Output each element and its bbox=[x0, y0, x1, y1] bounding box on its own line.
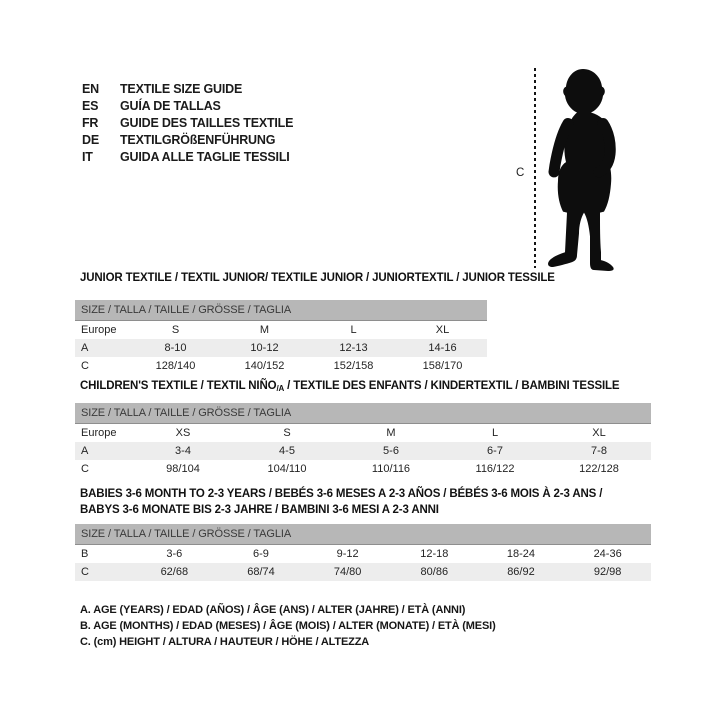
language-label: GUIDE DES TAILLES TEXTILE bbox=[120, 116, 294, 130]
table-cell: 12-13 bbox=[309, 339, 398, 357]
row-label: A bbox=[75, 339, 131, 357]
table-row bbox=[75, 339, 487, 357]
junior-size-table bbox=[75, 300, 487, 375]
row-label: Europe bbox=[81, 426, 117, 439]
row-label: C bbox=[81, 359, 89, 372]
size-header-bar: SIZE / TALLA / TAILLE / GRÖSSE / TAGLIA bbox=[75, 524, 651, 545]
table-cell: 8-10 bbox=[131, 339, 220, 357]
children-size-table bbox=[75, 403, 651, 478]
table-cell: L bbox=[491, 426, 499, 439]
table-cell: S bbox=[171, 323, 180, 336]
table-cell: 104/110 bbox=[267, 462, 307, 475]
babies-size-table bbox=[75, 524, 651, 581]
table-row bbox=[75, 460, 651, 478]
language-row bbox=[82, 81, 293, 98]
language-row bbox=[82, 149, 293, 166]
children-title-suffix: / TEXTILE DES ENFANTS / KINDERTEXTIL / BAMBINI TESSILE bbox=[284, 380, 620, 392]
language-row bbox=[82, 98, 293, 115]
table-cell: 158/170 bbox=[422, 359, 463, 372]
table-cell: 92/98 bbox=[564, 563, 651, 581]
row-label: A bbox=[75, 442, 131, 460]
table-cell: 10-12 bbox=[220, 339, 309, 357]
children-title-prefix: CHILDREN'S TEXTILE / TEXTIL NIÑO bbox=[80, 380, 277, 392]
table-cell: 7-8 bbox=[547, 442, 651, 460]
table-cell: 3-4 bbox=[131, 442, 235, 460]
table-row bbox=[75, 545, 651, 564]
babies-textile-title bbox=[80, 486, 602, 518]
table-cell: 4-5 bbox=[235, 442, 339, 460]
row-label: B bbox=[81, 547, 89, 560]
height-measure-dashed-line bbox=[534, 68, 536, 268]
row-label: Europe bbox=[81, 323, 117, 336]
language-code: IT bbox=[82, 150, 93, 164]
table-cell: 62/68 bbox=[131, 563, 218, 581]
language-label: GUÍA DE TALLAS bbox=[120, 99, 221, 113]
table-row bbox=[75, 442, 651, 460]
table-cell: 6-7 bbox=[443, 442, 547, 460]
babies-title-line2: BABYS 3-6 MONATE BIS 2-3 JAHRE / BAMBINI 3-6 MESI A 2-3 ANNI bbox=[80, 504, 439, 516]
language-label: TEXTILE SIZE GUIDE bbox=[120, 82, 243, 96]
table-cell: XS bbox=[175, 426, 191, 439]
table-cell: L bbox=[350, 323, 357, 336]
table-cell: 74/80 bbox=[304, 563, 391, 581]
height-measure-label: C bbox=[516, 167, 525, 179]
legend-note-a: A. AGE (YEARS) / EDAD (AÑOS) / ÂGE (ANS) / ALTER (JAHRE) / ETÀ (ANNI) bbox=[80, 604, 466, 616]
children-textile-title bbox=[80, 378, 619, 395]
language-code: EN bbox=[82, 82, 99, 96]
toddler-silhouette-image bbox=[540, 66, 630, 272]
table-cell: 128/140 bbox=[155, 359, 196, 372]
row-label: C bbox=[81, 462, 89, 475]
language-row bbox=[82, 115, 293, 132]
table-cell: 116/122 bbox=[475, 462, 515, 475]
table-cell: 152/158 bbox=[333, 359, 374, 372]
legend-notes bbox=[80, 602, 496, 650]
table-cell: XL bbox=[592, 426, 606, 439]
table-cell: 140/152 bbox=[244, 359, 285, 372]
children-title-subscript: /A bbox=[276, 384, 285, 393]
babies-title-line1: BABIES 3-6 MONTH TO 2-3 YEARS / BEBÉS 3-6 MESES A 2-3 AÑOS / BÉBÉS 3-6 MOIS À 2-3 ANS / bbox=[80, 488, 603, 500]
table-cell: 98/104 bbox=[166, 462, 200, 475]
table-cell: XL bbox=[435, 323, 450, 336]
language-list bbox=[82, 81, 293, 166]
table-cell: 110/116 bbox=[371, 462, 411, 475]
table-cell: 80/86 bbox=[391, 563, 478, 581]
junior-textile-title-text: JUNIOR TEXTILE / TEXTIL JUNIOR/ TEXTILE JUNIOR / JUNIORTEXTIL / JUNIOR TESSILE bbox=[80, 272, 555, 284]
size-header-bar: SIZE / TALLA / TAILLE / GRÖSSE / TAGLIA bbox=[75, 300, 487, 321]
table-cell: 5-6 bbox=[339, 442, 443, 460]
size-header-bar: SIZE / TALLA / TAILLE / GRÖSSE / TAGLIA bbox=[75, 403, 651, 424]
language-label: GUIDA ALLE TAGLIE TESSILI bbox=[120, 150, 290, 164]
legend-note-c: C. (cm) HEIGHT / ALTURA / HAUTEUR / HÖHE / ALTEZZA bbox=[80, 636, 370, 648]
table-cell: 18-24 bbox=[506, 547, 536, 560]
language-row bbox=[82, 132, 293, 149]
table-cell: M bbox=[386, 426, 396, 439]
language-code: FR bbox=[82, 116, 99, 130]
row-label: C bbox=[75, 563, 131, 581]
table-cell: 14-16 bbox=[398, 339, 487, 357]
junior-textile-title bbox=[80, 270, 555, 286]
table-row bbox=[75, 424, 651, 443]
table-cell: 3-6 bbox=[166, 547, 183, 560]
table-cell: 122/128 bbox=[579, 462, 619, 475]
table-cell: 86/92 bbox=[478, 563, 565, 581]
language-label: TEXTILGRÖßENFÜHRUNG bbox=[120, 133, 276, 147]
table-cell: 12-18 bbox=[420, 547, 449, 560]
language-code: DE bbox=[82, 133, 99, 147]
table-row bbox=[75, 563, 651, 581]
table-row bbox=[75, 357, 487, 375]
table-row bbox=[75, 321, 487, 340]
table-cell: 68/74 bbox=[218, 563, 305, 581]
table-cell: 24-36 bbox=[593, 547, 622, 560]
table-cell: S bbox=[283, 426, 291, 439]
table-cell: 6-9 bbox=[253, 547, 269, 560]
table-cell: 9-12 bbox=[336, 547, 359, 560]
language-code: ES bbox=[82, 99, 99, 113]
legend-note-b: B. AGE (MONTHS) / EDAD (MESES) / ÂGE (MOIS) / ALTER (MONATE) / ETÀ (MESI) bbox=[80, 620, 496, 632]
table-cell: M bbox=[259, 323, 270, 336]
